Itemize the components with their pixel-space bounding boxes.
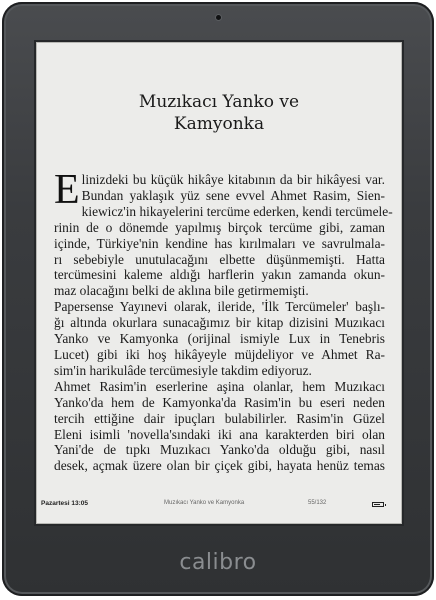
text-line: Yanko ve Kamyonka (orijinal ismiyle Lux in Tenebris	[54, 331, 385, 347]
text-line: Ahmet Rasim'in eserlerine aşina olanlar, hem Muzıkacı	[54, 378, 385, 394]
status-time: Pazartesi 13:05	[41, 500, 88, 507]
text-line: ğı altında okurlara sunacağımız bir kitap dizisini Muzıkacı	[54, 315, 385, 331]
status-footer	[36, 499, 402, 513]
text-line: Papersense Yayınevi olarak, ileride, 'İlk Tercümeler' başlı-	[54, 299, 385, 315]
text-line: tercih ettiğine dair ipuçları bulabilirler. Rasim'in Güzel	[54, 410, 385, 426]
camera-dot	[216, 15, 221, 20]
text-line: rı sebebiyle unutulacağını elbette düşünmemişti. Hatta	[54, 251, 385, 267]
text-line: sim'in harikulâde tercümesiyle takdim ediyoruz.	[54, 362, 312, 378]
eink-screen[interactable]	[36, 42, 402, 524]
text-line: linizdeki bu küçük hikâye kitabının da bir hikâyesi var.	[81, 172, 385, 187]
chapter-title	[36, 91, 402, 135]
battery-icon	[372, 502, 384, 507]
status-page-number: 55/132	[308, 500, 327, 506]
text-line: tercümesini kaleme aldığı harflerin yakın zamanda okun-	[54, 267, 385, 283]
text-line: rinin de o dönemde yapılmış birçok tercüme gibi, zaman	[54, 219, 385, 235]
text-line: Lucet) gibi iki hoş hikâyeyle müjdeliyor ve Ahmet Ra-	[54, 346, 385, 362]
text-line: içinde, Türkiye'nin kendine has kırılmaları ve savrulmala-	[54, 235, 385, 251]
chapter-title-line-2: Kamyonka	[173, 114, 265, 134]
text-line: maz olacağını belki de aklına bile getirmemişti.	[54, 283, 309, 299]
battery-level	[374, 504, 380, 505]
drop-cap: E	[54, 167, 80, 213]
status-book-name: Muzıkacı Yanko ve Kamyonka	[164, 500, 245, 506]
chapter-title-line-1: Muzıkacı Yanko ve	[138, 92, 300, 112]
text-line: Yani'de de tıpkı Muzıkacı Yanko'da olduğu gibi, nasıl	[54, 442, 385, 458]
device-brand-logo: calibro	[179, 550, 257, 575]
text-line: Eleni isimli 'novella'sındaki iki ana karakterden biri olan	[54, 426, 385, 442]
reading-text[interactable]	[54, 167, 393, 474]
text-line: desek, açmak üzere olan bir çiçek gibi, hayata henüz temas	[54, 458, 385, 474]
text-line: Yanko'da hem de Kamyonka'da Rasim'in bu eseri neden	[54, 394, 385, 410]
text-line: Bundan yaklaşık yüz sene evvel Ahmet Rasim, Sien-	[81, 187, 385, 203]
text-line: kiewicz'in hikayelerini tercüme ederken, kendi tercümele-	[81, 203, 393, 219]
ereader-device	[2, 2, 434, 596]
